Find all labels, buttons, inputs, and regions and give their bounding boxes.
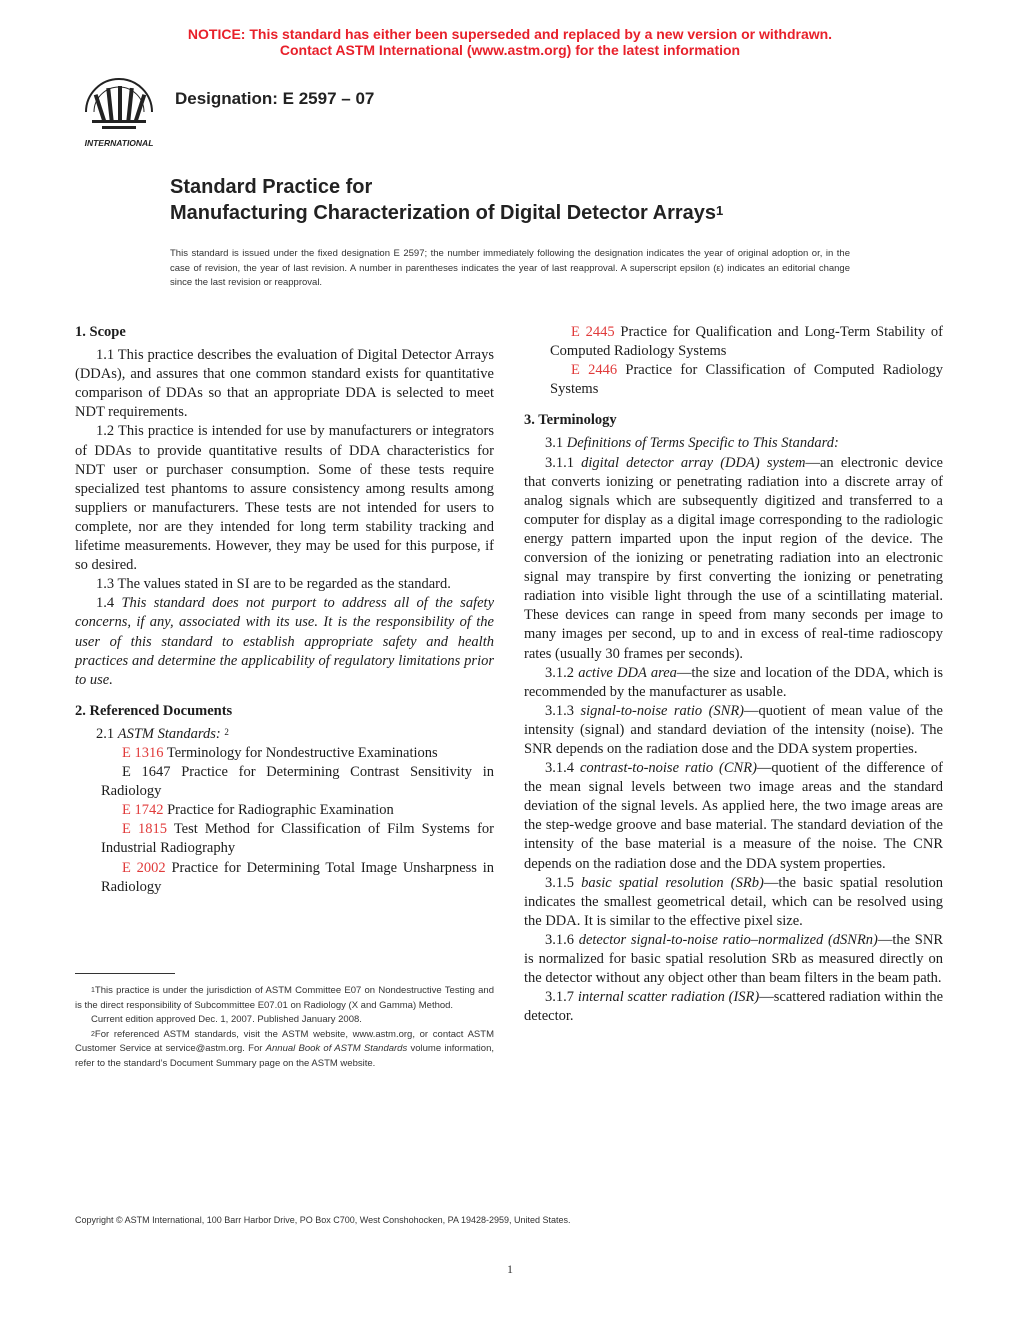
definition-num: 3.1.1 [545,454,582,471]
copyright: Copyright © ASTM International, 100 Barr Harbor Drive, PO Box C700, West Conshohocken, PA 19428-2959, United States. [75,1215,571,1225]
ref-link-e2002[interactable]: E 2002 [122,859,166,876]
terminology-3-1-text: Definitions of Terms Specific to This Standard: [566,435,839,452]
title-line-2 [170,200,723,226]
right-column [524,323,943,1026]
definition-term: digital detector array (DDA) system [581,454,806,471]
ref-item [75,744,494,763]
definition-term: active DDA area [578,664,677,681]
definition-term: contrast-to-noise ratio (CNR) [579,760,757,777]
footnote-2-text-b: volume information, refer to the standard’s Document Summary page on the ASTM website. [75,1043,494,1069]
definition-3-1-6 [524,931,943,988]
withdrawal-notice [0,26,1020,58]
footnote-2-book: Annual Book of ASTM Standards [265,1043,408,1054]
definition-text: —an electronic device that converts ionizing or penetrating radiation into a discrete array of analog signals which are subsequently digitized and transferred to a computer for display as a digital image corresponding to the radiologic energy pattern imparted upon the input region of the device. The conversion of the ionizing or penetrating radiation into an electronic signal may transpire by first converting the ionizing or penetrating radiation into visible light through the use of a scintillating material. These devices can range in speed from many seconds per image to many images per second, up to and in excess of real-time radioscopy rates (usually 30 frames per seconds). [524,454,943,662]
definition-num: 3.1.3 [545,702,581,719]
terminology-3-1 [524,434,943,453]
refdocs-2-1 [75,725,494,744]
footnotes [75,984,494,1071]
page-number: 1 [507,1262,513,1276]
ref-title: Terminology for Nondestructive Examinations [163,744,438,761]
definition-num: 3.1.2 [545,664,579,681]
definition-3-1-5 [524,874,943,931]
scope-1-4-num: 1.4 [96,595,122,612]
issue-note: This standard is issued under the fixed designation E 2597; the number immediately following the designation indicates the year of original adoption or, in the case of revision, the year of last revision. A number in parentheses indicates the year of last reapproval. A superscript epsilon (ε) indicates an editorial change since the last revision or reapproval. [170,248,850,288]
terminology-3-1-num: 3.1 [545,435,567,452]
scope-1-4 [75,594,494,689]
scope-1-1: 1.1 This practice describes the evaluation of Digital Detector Arrays (DDAs), and assures that one common standard exists for quantitative comparison of DDAs so that an appropriate DDA is selected to meet NDT requirements. [75,347,494,421]
ref-link-e1815[interactable]: E 1815 [122,821,167,838]
definition-term: basic spatial resolution (SRb) [581,874,764,891]
ref-title: Practice for Determining Total Image Unsharpness in Radiology [101,859,494,895]
document-title [170,174,723,226]
refdocs-heading: 2. Referenced Documents [75,702,233,719]
ref-item [75,820,494,858]
definition-term: signal-to-noise ratio (SNR) [580,702,745,719]
footnote-divider [75,973,175,974]
designation: Designation: E 2597 – 07 [175,89,375,108]
ref-item [75,801,494,820]
definition-3-1-3 [524,702,943,759]
astm-logo-icon [76,72,162,150]
ref-link-e2445[interactable]: E 2445 [571,324,615,340]
definition-text: —the SNR is normalized for basic spatial resolution SRb as measured directly on the detector without any object other than beam filters in the beam path. [524,931,943,987]
ref-link-e2446[interactable]: E 2446 [571,362,618,379]
footnote-1-marker: 1 [91,987,95,994]
footnote-2 [75,1028,494,1072]
scope-heading: 1. Scope [75,324,126,340]
definition-num: 3.1.5 [545,874,582,891]
ref-title: Test Method for Classification of Film Systems for Industrial Radiography [101,821,494,857]
definition-text: —quotient of the difference of the mean signal levels between two image areas and the standard deviation of the signal levels. As applied here, the two image areas are the step-wedge groove and base material. The standard deviation of the intensity of the base material is a measure of the noise. The CNR depends on the radiation dose and the DDA system properties. [524,760,944,872]
ref-link-e1742[interactable]: E 1742 [122,802,164,819]
ref-title: Practice for Determining Contrast Sensitivity in Radiology [101,764,494,800]
scope-1-2: 1.2 This practice is intended for use by manufacturers or integrators of DDAs to provide quantitative results of DDA characteristics for NDT user or purchaser consumption. Some of these tests require specialized test phantoms to assure consistency among results among suppliers or manufacturers. These tests are not intended for users to complete, nor are they intended for long term stability tracking and lifetime measurements. However, they may be used for this purpose, if so desired. [75,423,494,574]
ref-title: Practice for Classification of Computed Radiology Systems [550,362,944,398]
ref-item [524,323,943,361]
ref-item [75,763,494,801]
definition-text: —the size and location of the DDA, which is recommended by the manufacturer as usable. [524,664,943,700]
notice-line-1: NOTICE: This standard has either been superseded and replaced by a new version or withdrawn. [187,26,833,42]
ref-code-e1647: E 1647 [122,764,171,781]
ref-link-e1316[interactable]: E 1316 [122,744,164,761]
definition-term: internal scatter radiation (ISR) [577,989,760,1006]
definition-num: 3.1.6 [545,931,579,948]
definition-num: 3.1.7 [545,989,578,1006]
definition-3-1-4 [524,759,943,874]
definition-text: —quotient of mean value of the intensity (signal) and standard deviation of the intensity (noise). The SNR depends on the radiation dose and the DDA system properties. [524,702,943,757]
scope-1-4-text: This standard does not purport to address all of the safety concerns, if any, associated with its use. It is the responsibility of the user of this standard to establish appropriate safety and health practices and determine the applicability of regulatory limitations prior to use. [75,595,495,688]
definition-text: —scattered radiation within the detector. [524,989,944,1025]
footnote-1 [75,984,494,1013]
definition-3-1-1 [524,454,943,664]
ref-title: Practice for Radiographic Examination [163,802,394,819]
title-line-2-text: Manufacturing Characterization of Digital Detector Arrays [170,202,717,224]
refdocs-2-1-num: 2.1 [96,725,118,742]
ref-title: Practice for Qualification and Long-Term Stability of Computed Radiology Systems [550,324,943,360]
ref-item [524,361,943,399]
refdocs-footnote-ref: 2 [224,726,229,737]
logo-wordmark: INTERNATIONAL [84,138,154,148]
terminology-heading: 3. Terminology [524,412,617,429]
footnote-1-edition: Current edition approved Dec. 1, 2007. Published January 2008. [91,1014,362,1025]
definition-num: 3.1.4 [545,760,580,777]
left-column [75,323,494,897]
title-footnote-ref: 1 [716,203,724,218]
footnote-2-marker: 2 [91,1030,95,1038]
definition-text: —the basic spatial resolution indicates the smallest geometrical detail, which can be resolved using the DDA. It is similar to the effective pixel size. [524,874,943,929]
definition-3-1-2 [524,664,943,702]
scope-1-3: 1.3 The values stated in SI are to be regarded as the standard. [96,576,451,593]
definition-3-1-7 [524,988,943,1026]
refdocs-2-1-text: ASTM Standards: [117,725,221,742]
definition-term: detector signal-to-noise ratio–normalized (dSNRn) [578,931,878,948]
title-line-1: Standard Practice for [170,176,373,198]
ref-item [75,859,494,897]
footnote-2-text-a: For referenced ASTM standards, visit the ASTM website, www.astm.org, or contact ASTM Customer Service at service@astm.org. For [75,1028,494,1054]
footnote-1-text: This practice is under the jurisdiction of ASTM Committee E07 on Nondestructive Testing and is the direct responsibility of Subcommittee E07.01 on Radiology (X and Gamma) Method. [75,985,494,1011]
notice-line-2: Contact ASTM International (www.astm.org) for the latest information [279,42,741,58]
